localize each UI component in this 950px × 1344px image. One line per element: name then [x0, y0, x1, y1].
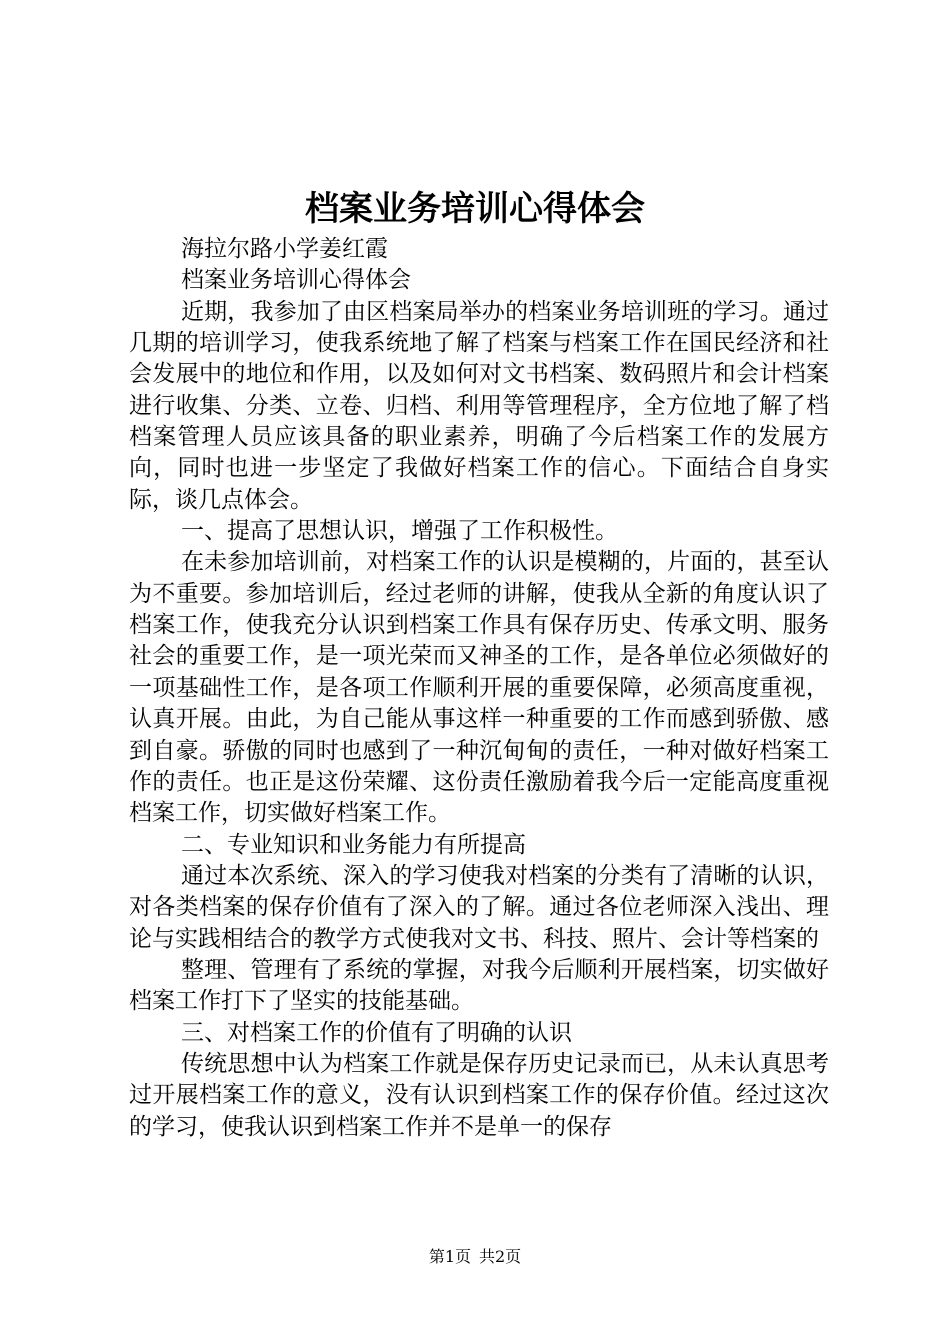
paragraph: 通过本次系统、深入的学习使我对档案的分类有了清晰的认识，对各类档案的保存价值有了深入的了解。通过各位老师深入浅出、理论与实践相结合的教学方式使我对文书、科技、照片、会计等档案的 — [129, 862, 829, 952]
page-total: 共2页 — [479, 1247, 522, 1266]
paragraph: 传统思想中认为档案工作就是保存历史记录而已，从未认真思考过开展档案工作的意义，没有认识到档案工作的保存价值。经过这次的学习，使我认识到档案工作并不是单一的保存 — [129, 1050, 829, 1140]
paragraph: 整理、管理有了系统的掌握，对我今后顺利开展档案，切实做好档案工作打下了坚实的技能基础。 — [129, 956, 829, 1015]
page-title: 档案业务培训心得体会 — [305, 189, 645, 229]
author-line: 海拉尔路小学姜红霞 — [181, 236, 388, 262]
section-heading: 二、专业知识和业务能力有所提高 — [181, 831, 526, 858]
paragraph: 近期，我参加了由区档案局举办的档案业务培训班的学习。通过几期的培训学习，使我系统地了解了档案与档案工作在国民经济和社会发展中的地位和作用，以及如何对文书档案、数码照片和会计档案进行收集、分类、立卷、归档、利用等管理程序，全方位地了解了档档案管理人员应该具备的职业素养，明确了今后档案工作的发展方向，同时也进一步坚定了我做好档案工作的信心。下面结合自身实际，谈几点体会。 — [129, 298, 829, 513]
page-number: 第1页 — [428, 1247, 471, 1266]
section-heading: 三、对档案工作的价值有了明确的认识 — [181, 1019, 572, 1046]
paragraph: 在未参加培训前，对档案工作的认识是模糊的，片面的，甚至认为不重要。参加培训后，经过老师的讲解，使我从全新的角度认识了档案工作，使我充分认识到档案工作具有保存历史、传承文明、服务社会的重要工作，是一项光荣而又神圣的工作，是各单位必须做好的一项基础性工作，是各项工作顺利开展的重要保障，必须高度重视，认真开展。由此，为自己能从事这样一种重要的工作而感到骄傲、感到自豪。骄傲的同时也感到了一种沉甸甸的责任，一种对做好档案工作的责任。也正是这份荣耀、这份责任激励着我今后一定能高度重视档案工作，切实做好档案工作。 — [129, 549, 829, 827]
section-heading: 一、提高了思想认识，增强了工作积极性。 — [181, 518, 618, 545]
subtitle-line: 档案业务培训心得体会 — [181, 267, 411, 294]
document-body — [129, 234, 829, 1143]
page-footer — [0, 1244, 950, 1267]
